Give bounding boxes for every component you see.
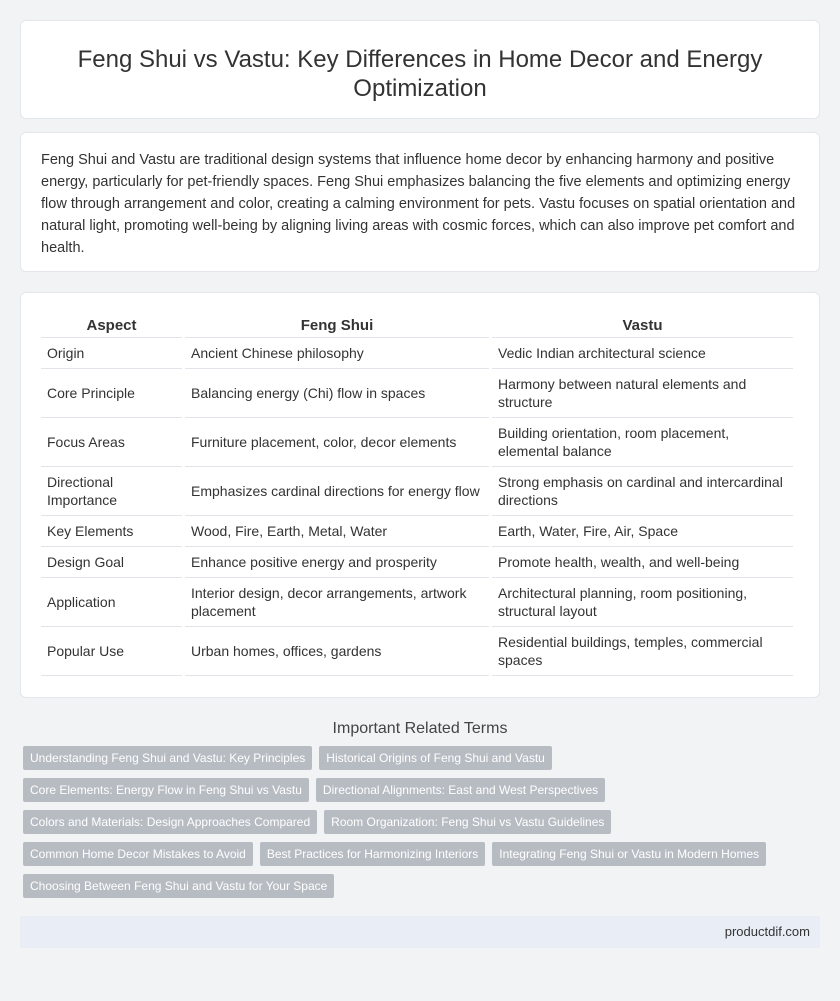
intro-card (20, 132, 820, 272)
related-term-tag[interactable]: Room Organization: Feng Shui vs Vastu Guidelines (324, 810, 611, 834)
intro-text: Feng Shui and Vastu are traditional design systems that influence home decor by enhancing harmony and positive energy, particularly for pet-friendly spaces. Feng Shui emphasizes balancing the five elements and optimizing energy flow through arrangement and color, creating a calming environment for pets. Vastu focuses on spatial orientation and natural light, promoting well-being by aligning living areas with cosmic forces, which can also improve pet comfort and health. (41, 152, 796, 256)
cell-vastu: Harmony between natural elements and structure (492, 369, 793, 418)
related-term-tag[interactable]: Directional Alignments: East and West Perspectives (316, 778, 605, 802)
comparison-table (38, 311, 796, 676)
header-aspect: Aspect (41, 311, 182, 338)
related-term-tag[interactable]: Colors and Materials: Design Approaches Compared (23, 810, 317, 834)
table-row (41, 516, 793, 547)
cell-vastu: Architectural planning, room positioning, structural layout (492, 578, 793, 627)
cell-aspect: Design Goal (41, 547, 182, 578)
table-row (41, 627, 793, 676)
cell-feng-shui: Enhance positive energy and prosperity (185, 547, 489, 578)
cell-feng-shui: Urban homes, offices, gardens (185, 627, 489, 676)
header-vastu: Vastu (492, 311, 793, 338)
cell-aspect: Directional Importance (41, 467, 182, 516)
cell-feng-shui: Interior design, decor arrangements, artwork placement (185, 578, 489, 627)
related-term-tag[interactable]: Understanding Feng Shui and Vastu: Key Principles (23, 746, 312, 770)
related-term-tag[interactable]: Best Practices for Harmonizing Interiors (260, 842, 485, 866)
cell-vastu: Vedic Indian architectural science (492, 338, 793, 369)
cell-feng-shui: Balancing energy (Chi) flow in spaces (185, 369, 489, 418)
table-row (41, 467, 793, 516)
related-term-tag[interactable]: Choosing Between Feng Shui and Vastu for Your Space (23, 874, 334, 898)
table-row (41, 578, 793, 627)
cell-aspect: Key Elements (41, 516, 182, 547)
cell-feng-shui: Wood, Fire, Earth, Metal, Water (185, 516, 489, 547)
cell-vastu: Building orientation, room placement, elemental balance (492, 418, 793, 467)
cell-aspect: Core Principle (41, 369, 182, 418)
comparison-card (20, 292, 820, 698)
cell-feng-shui: Furniture placement, color, decor elements (185, 418, 489, 467)
related-term-tag[interactable]: Common Home Decor Mistakes to Avoid (23, 842, 253, 866)
related-terms-title: Important Related Terms (332, 720, 508, 737)
cell-aspect: Popular Use (41, 627, 182, 676)
table-row (41, 547, 793, 578)
footer-site[interactable]: productdif.com (724, 924, 810, 939)
cell-aspect: Focus Areas (41, 418, 182, 467)
header-feng-shui: Feng Shui (185, 311, 489, 338)
table-header-row (41, 311, 793, 338)
table-row (41, 369, 793, 418)
cell-vastu: Promote health, wealth, and well-being (492, 547, 793, 578)
page-title: Feng Shui vs Vastu: Key Differences in Home Decor and Energy Optimization (77, 46, 763, 102)
cell-aspect: Application (41, 578, 182, 627)
header-card (20, 20, 820, 119)
related-terms-list (23, 746, 823, 906)
table-row (41, 418, 793, 467)
page-title-wrap (21, 45, 819, 103)
related-term-tag[interactable]: Core Elements: Energy Flow in Feng Shui vs Vastu (23, 778, 309, 802)
footer (20, 916, 820, 948)
cell-feng-shui: Emphasizes cardinal directions for energy flow (185, 467, 489, 516)
calendar-icon (0, 47, 1, 73)
table-row (41, 338, 793, 369)
cell-aspect: Origin (41, 338, 182, 369)
related-term-tag[interactable]: Historical Origins of Feng Shui and Vastu (319, 746, 552, 770)
cell-vastu: Residential buildings, temples, commercial spaces (492, 627, 793, 676)
cell-vastu: Strong emphasis on cardinal and intercardinal directions (492, 467, 793, 516)
cell-vastu: Earth, Water, Fire, Air, Space (492, 516, 793, 547)
related-term-tag[interactable]: Integrating Feng Shui or Vastu in Modern Homes (492, 842, 766, 866)
cell-feng-shui: Ancient Chinese philosophy (185, 338, 489, 369)
